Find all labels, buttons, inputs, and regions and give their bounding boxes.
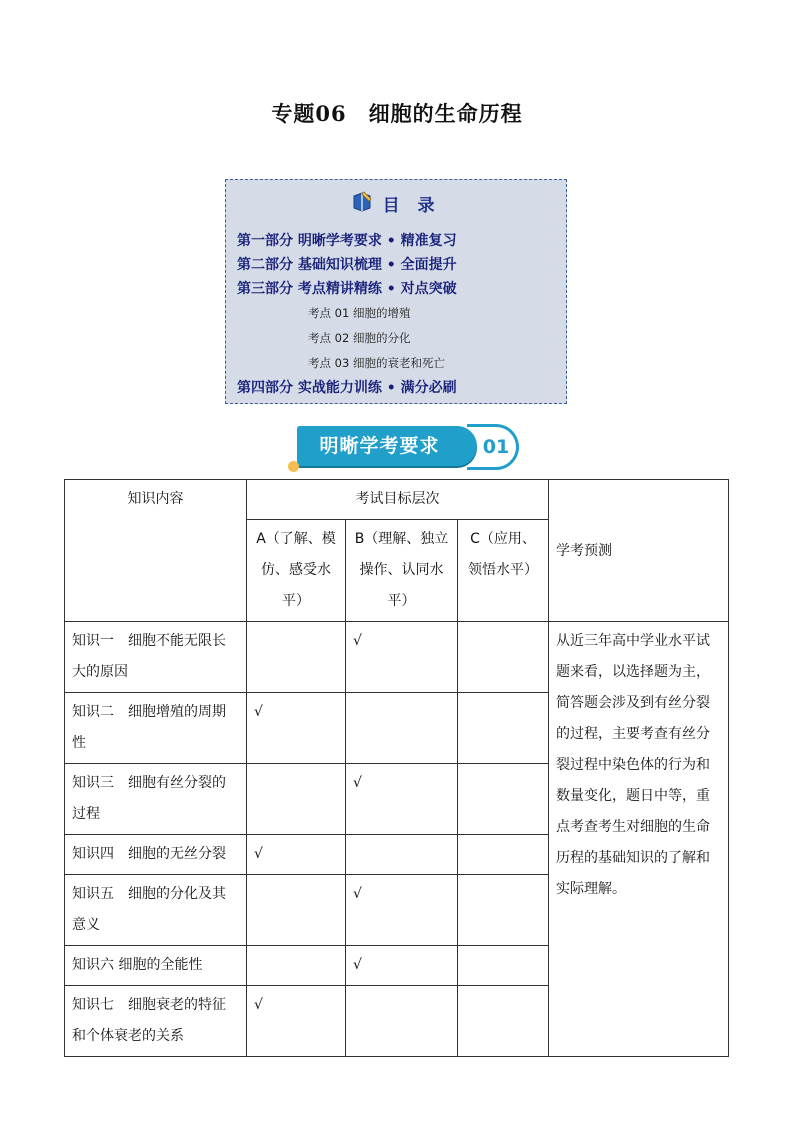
- level-a-cell: [247, 764, 346, 835]
- level-c-cell: [458, 986, 549, 1057]
- banner-title: 明晰学考要求: [319, 435, 440, 457]
- level-b-cell: [346, 986, 458, 1057]
- level-b-cell: √: [346, 875, 458, 946]
- document-title: 专题06 细胞的生命历程: [271, 101, 523, 126]
- knowledge-cell: 知识五 细胞的分化及其意义: [65, 875, 247, 946]
- level-a-cell: [247, 946, 346, 986]
- toc-part-4: 第四部分 实战能力训练 • 满分必刷: [237, 380, 457, 396]
- level-c-cell: [458, 835, 549, 875]
- level-c-cell: [458, 764, 549, 835]
- header-exam-level: 考试目标层次: [247, 480, 549, 520]
- toc-header: [226, 190, 566, 216]
- toc-part-3: 第三部分 考点精讲精练 • 对点突破: [237, 281, 457, 297]
- level-a-cell: √: [247, 835, 346, 875]
- knowledge-cell: 知识七 细胞衰老的特征和个体衰老的关系: [65, 986, 247, 1057]
- header-knowledge-content: 知识内容: [65, 480, 247, 622]
- subheader-a: A（了解、模仿、感受水平）: [247, 520, 346, 622]
- level-b-cell: [346, 693, 458, 764]
- banner-number: 01: [482, 436, 510, 458]
- banner-dot: [288, 461, 299, 472]
- level-a-cell: [247, 622, 346, 693]
- subheader-c: C（应用、领悟水平）: [458, 520, 549, 622]
- toc-subitem-3: 考点 03 细胞的衰老和死亡: [308, 356, 445, 370]
- table-row: [65, 622, 729, 693]
- toc-part-1: 第一部分 明晰学考要求 • 精准复习: [237, 233, 457, 249]
- toc-part-2: 第二部分 基础知识梳理 • 全面提升: [237, 257, 457, 273]
- knowledge-cell: 知识一 细胞不能无限长大的原因: [65, 622, 247, 693]
- header-prediction: 学考预测: [549, 480, 729, 622]
- toc-heading: 目 录: [382, 195, 441, 216]
- table-header-row: [65, 480, 729, 520]
- level-c-cell: [458, 693, 549, 764]
- level-a-cell: √: [247, 986, 346, 1057]
- toc-subitem-2: 考点 02 细胞的分化: [308, 331, 411, 345]
- book-pen-icon: [351, 190, 373, 216]
- level-a-cell: √: [247, 693, 346, 764]
- level-a-cell: [247, 875, 346, 946]
- level-c-cell: [458, 946, 549, 986]
- knowledge-cell: 知识四 细胞的无丝分裂: [65, 835, 247, 875]
- level-b-cell: √: [346, 622, 458, 693]
- prediction-text: 从近三年高中学业水平试题来看，以选择题为主，简答题会涉及到有丝分裂的过程，主要考查有丝分裂过程中染色体的行为和数量变化，题日中等，重点考查考生对细胞的生命历程的基础知识的了解和实际理解。: [549, 622, 729, 1057]
- toc-subitem-1: 考点 01 细胞的增殖: [308, 306, 411, 320]
- level-b-cell: [346, 835, 458, 875]
- knowledge-cell: 知识六 细胞的全能性: [65, 946, 247, 986]
- table-of-contents: [225, 179, 567, 404]
- level-b-cell: √: [346, 946, 458, 986]
- knowledge-cell: 知识二 细胞增殖的周期性: [65, 693, 247, 764]
- level-c-cell: [458, 622, 549, 693]
- section-banner: [287, 424, 527, 472]
- level-b-cell: √: [346, 764, 458, 835]
- level-c-cell: [458, 875, 549, 946]
- subheader-b: B（理解、独立操作、认同水平）: [346, 520, 458, 622]
- knowledge-cell: 知识三 细胞有丝分裂的过程: [65, 764, 247, 835]
- requirements-table: [64, 479, 729, 1057]
